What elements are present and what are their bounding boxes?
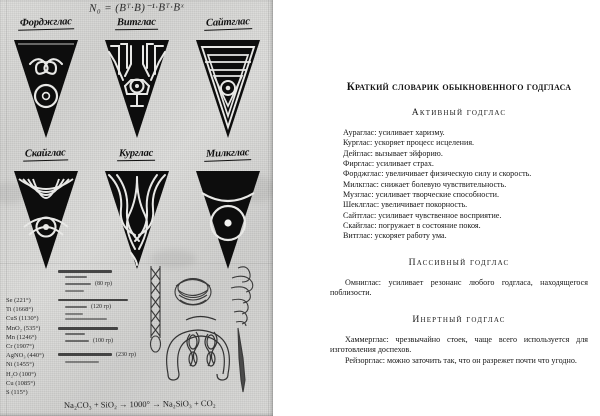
recipe-note-3 [58,327,146,344]
glyph-triangle-spiral-scroll [10,34,82,142]
glyph-item-kurglas [91,148,182,273]
glossary-entry: Курглас: ускоряет процесс исцеления. [343,138,475,148]
section-inert [330,314,588,366]
glossary-entry: Витглас: ускоряет работу ума. [343,231,447,241]
recipe-note-2 [58,299,146,321]
glyph-item-saitglas [182,17,273,142]
element-entry: H₂O (100°) [6,370,36,378]
element-entry: Cu (1085°) [6,379,36,387]
element-entry: AgNO₃ (440°) [6,352,44,360]
section-heading: Инертный годглас [412,314,506,325]
glyph-label: Форджглас [17,16,73,31]
chemistry-equation: Na₂CO₃ + SiO₂ → 1000° → Na₂SiO₃ + CO₂ [63,397,216,411]
glyph-label: Скайглас [23,147,68,161]
recipe-amount: (230 гр) [116,351,136,358]
matrix-formula: N₀ = (Bᵀ·B)⁻¹·Bᵀ·Bˣ [89,1,184,15]
glyph-item-vitglas [91,17,182,142]
page-title: Краткий словарик обыкновенного годгласа [346,81,572,93]
glyph-label: Милкглас [204,147,252,162]
glossary-entry: Форджглас: увеличивает физическую силу и скорость. [343,169,532,179]
glossary-entry: Скайглас: погружает в состояние покоя. [343,221,481,231]
glyph-triangle-winged-circuit [101,34,173,142]
glyph-item-skaiglas [0,148,91,273]
spiral-wrapped-blade-sketch [231,267,253,392]
glyph-label: Витглас [115,17,158,31]
ornament-sketches [146,262,272,408]
handwritten-element-list [6,296,44,397]
recipe-note-1 [58,270,146,292]
braided-band-sketch [151,266,161,352]
glyph-row-2 [0,148,273,273]
handwritten-recipe-notes [58,270,146,366]
glossary-paragraph: Омниглас: усиливает резонанс любого годгласа, находящегося поблизости. [330,278,588,298]
glossary-entry: Аураглас: усиливает харизму. [343,128,445,137]
glyph-triangle-concentric-arcs [10,165,82,273]
glossary-entry: Шеклглас: увеличивает покорность. [343,200,468,210]
glossary-entry: Сайтглас: усиливает чувственное восприятие. [343,210,502,220]
recipe-amount: (100 гр) [93,337,113,344]
recipe-amount: (120 гр) [91,304,111,310]
glyph-item-milkglas [182,148,273,273]
element-entry: S (115°) [6,389,28,397]
ornate-torc-sketch [167,317,230,381]
section-heading: Активный годглас [411,107,507,118]
element-entry: Mn (1246°) [6,333,37,341]
glyph-triangle-flowing-knot [101,165,173,273]
glyph-row-1 [0,17,273,142]
section-heading: Пассивный годглас [408,257,510,268]
element-entry: Cr (1907°) [6,343,35,351]
glossary-entry: Фирглас: усиливает страх. [343,159,434,169]
recipe-amount: (80 гр) [95,280,112,287]
section-passive [330,257,588,299]
element-entry: Ni (1455°) [6,361,35,369]
section-active [330,107,588,242]
element-entry: CuS (1130°) [6,315,39,323]
glossary-paragraph: Рейзорглас: можно заточить так, что он разрежет почти что угодно. [345,355,577,365]
glossary-entry: Музглас: усиливает творческие способности. [343,190,499,200]
glyph-label: Сайтглас [203,16,251,31]
element-entry: MnO₂ (535°) [6,324,41,332]
glyph-triangle-solid-disc [192,165,264,273]
element-entry: Se (221°) [6,297,31,304]
element-entry: Ti (1668°) [6,306,34,314]
recipe-note-4 [58,352,146,363]
coiled-ring-sketch [175,279,211,306]
entry-list-active [330,128,588,242]
glossary-entry: Дейглас: вызывает эйфорию. [343,148,443,158]
glossary-paragraph: Хаммерглас: чрезвычайно стоек, чаще всего используется для изготовления доспехов. [330,335,588,355]
glyph-label: Курглас [117,148,155,162]
glyph-item-fordzhglas [0,17,91,142]
scanned-notebook-photo [0,0,273,416]
glossary-entry: Милкглас: снижает болевую чувствительность. [343,179,507,189]
glossary-document [318,0,600,416]
glyph-triangle-nested-eye [192,34,264,142]
